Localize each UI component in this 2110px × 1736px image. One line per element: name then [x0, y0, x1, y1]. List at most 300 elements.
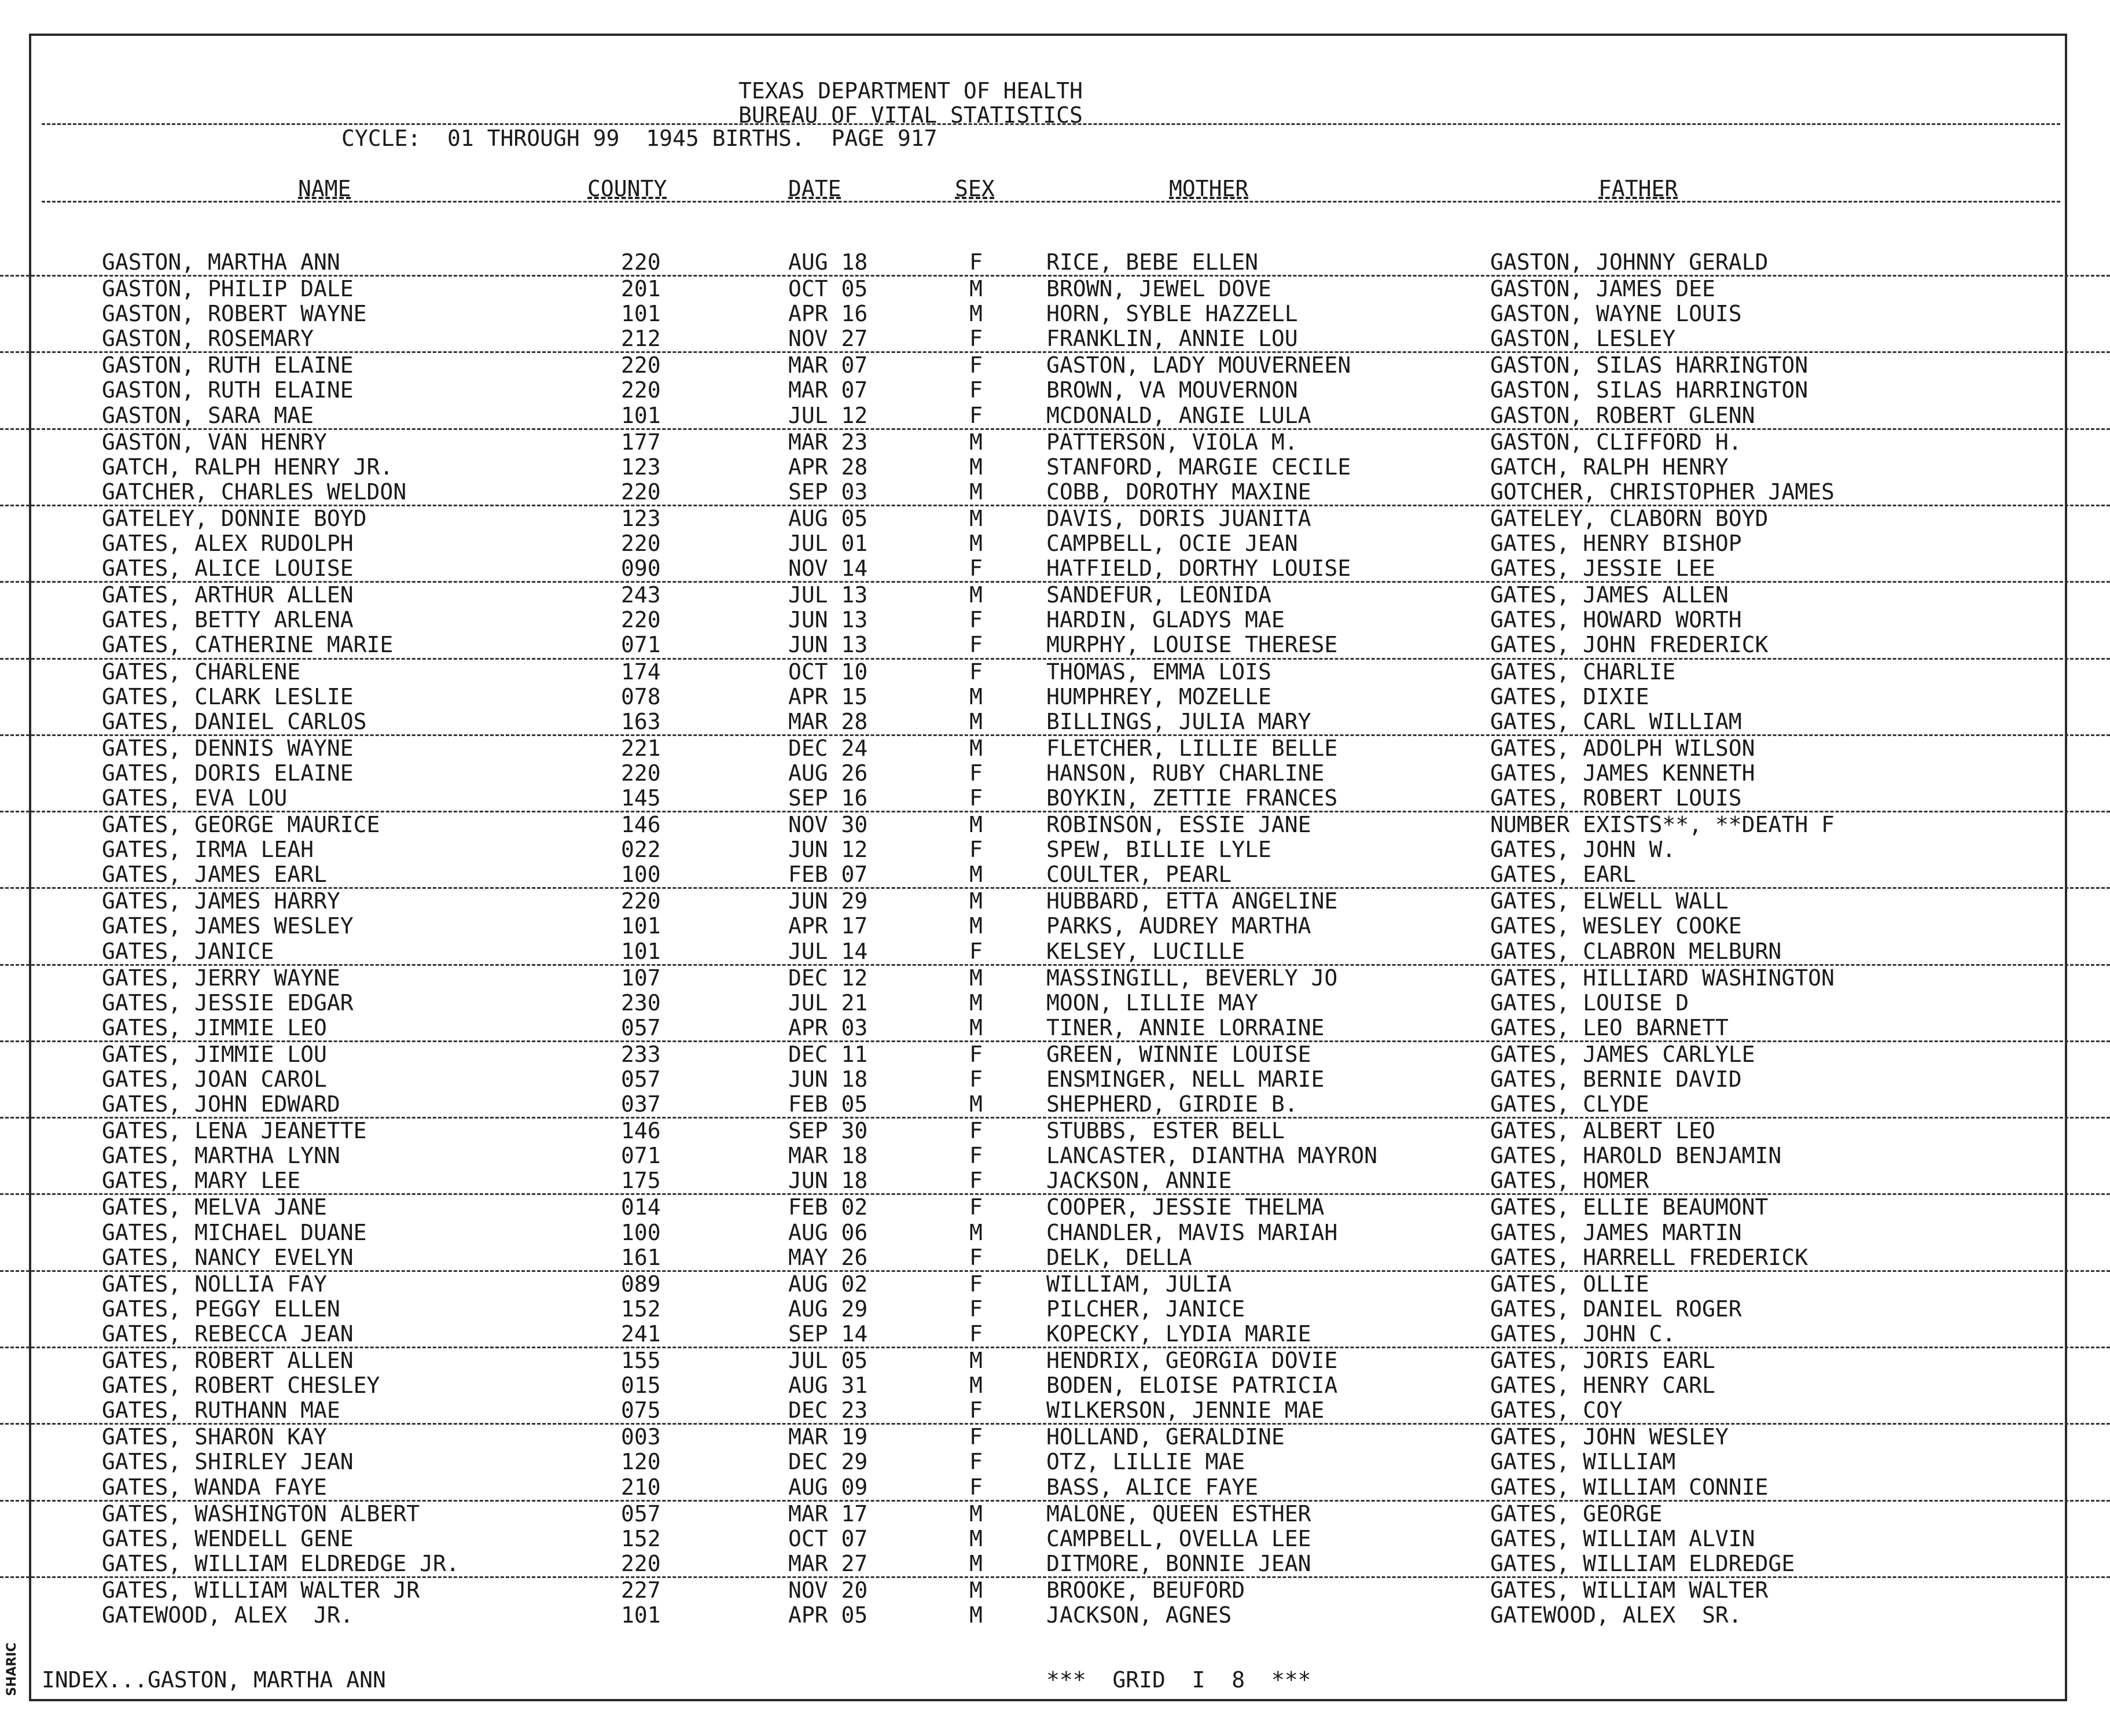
record-date: MAR 19 [788, 1424, 868, 1450]
record-name: GATES, JIMMIE LOU [102, 1041, 327, 1067]
record-name: GASTON, ROSEMARY [102, 326, 314, 352]
record-mother: KOPECKY, LYDIA MARIE [1046, 1321, 1311, 1347]
record-father: GATES, HAROLD BENJAMIN [1490, 1143, 1782, 1169]
record-sex: F [969, 785, 983, 811]
record-father: GATES, ELLIE BEAUMONT [1490, 1194, 1769, 1220]
record-date: AUG 31 [788, 1373, 868, 1399]
record-date: AUG 26 [788, 760, 868, 786]
record-county: 177 [621, 429, 661, 455]
record-mother: MOON, LILLIE MAY [1046, 990, 1259, 1016]
record-county: 174 [621, 659, 661, 685]
record-date: APR 15 [788, 683, 868, 709]
record-sex: F [969, 938, 983, 964]
record-father: GATES, CARL WILLIAM [1490, 708, 1742, 734]
record-county: 152 [621, 1525, 661, 1551]
record-row [0, 786, 2110, 812]
record-father: GATES, HOMER [1490, 1168, 1649, 1194]
record-date: DEC 11 [788, 1041, 868, 1067]
record-mother: DAVIS, DORIS JUANITA [1046, 505, 1311, 531]
record-name: GATES, JAMES WESLEY [102, 913, 354, 939]
record-row [0, 1143, 2110, 1168]
record-name: GATCHER, CHARLES WELDON [102, 479, 407, 505]
record-mother: SPEW, BILLIE LYLE [1046, 837, 1271, 863]
record-county: 145 [621, 785, 661, 811]
record-date: JUL 13 [788, 582, 868, 608]
record-date: MAR 27 [788, 1550, 868, 1576]
record-sex: F [969, 1066, 983, 1092]
record-row [0, 862, 2110, 889]
record-name: GATES, WENDELL GENE [102, 1525, 354, 1551]
record-county: 221 [621, 735, 661, 761]
record-county: 057 [621, 1066, 661, 1092]
record-county: 212 [621, 326, 661, 352]
record-row [0, 966, 2110, 991]
record-county: 089 [621, 1271, 661, 1297]
record-county: 220 [621, 249, 661, 275]
record-mother: TINER, ANNIE LORRAINE [1046, 1014, 1325, 1040]
record-mother: BILLINGS, JULIA MARY [1046, 708, 1311, 734]
record-name: GATES, MARTHA LYNN [102, 1143, 340, 1169]
record-row [0, 991, 2110, 1016]
record-mother: WILLIAM, JULIA [1046, 1271, 1232, 1297]
record-sex: F [969, 837, 983, 863]
record-row [0, 812, 2110, 837]
record-date: SEP 30 [788, 1118, 868, 1144]
record-county: 220 [621, 607, 661, 633]
record-row [0, 556, 2110, 583]
record-father: GATES, BERNIE DAVID [1490, 1066, 1742, 1092]
record-mother: CHANDLER, MAVIS MARIAH [1046, 1219, 1338, 1245]
footer-grid: *** GRID I 8 *** [1046, 1667, 1311, 1693]
record-mother: PILCHER, JANICE [1046, 1296, 1245, 1322]
record-row [0, 430, 2110, 455]
record-date: APR 05 [788, 1602, 868, 1628]
record-sex: M [969, 1373, 983, 1399]
record-name: GATES, NANCY EVELYN [102, 1244, 354, 1270]
record-mother: COBB, DOROTHY MAXINE [1046, 479, 1311, 505]
record-sex: M [969, 454, 983, 480]
record-date: JUL 21 [788, 990, 868, 1016]
record-sex: M [969, 479, 983, 505]
record-mother: HANSON, RUBY CHARLINE [1046, 760, 1325, 786]
record-mother: PATTERSON, VIOLA M. [1046, 429, 1298, 455]
record-county: 146 [621, 812, 661, 838]
record-county: 220 [621, 1550, 661, 1576]
record-name: GATEWOOD, ALEX JR. [102, 1602, 354, 1628]
record-father: GASTON, JAMES DEE [1490, 276, 1715, 302]
record-row [0, 1475, 2110, 1502]
header-bureau: BUREAU OF VITAL STATISTICS [738, 102, 1083, 128]
record-row [0, 914, 2110, 939]
record-county: 201 [621, 276, 661, 302]
record-date: SEP 16 [788, 785, 868, 811]
record-date: JUL 12 [788, 402, 868, 428]
record-row [0, 1322, 2110, 1348]
column-header-father: FATHER [1598, 176, 1678, 201]
record-mother: BROOKE, BEUFORD [1046, 1577, 1245, 1603]
record-row [0, 1016, 2110, 1042]
record-name: GATES, MELVA JANE [102, 1194, 327, 1220]
record-row [0, 403, 2110, 430]
record-name: GATES, JOHN EDWARD [102, 1091, 340, 1117]
record-county: 220 [621, 888, 661, 914]
record-mother: ROBINSON, ESSIE JANE [1046, 812, 1311, 838]
record-row [0, 455, 2110, 480]
record-date: MAR 28 [788, 708, 868, 734]
record-row [0, 1042, 2110, 1067]
side-stamp: SHARIC [5, 1642, 19, 1697]
record-date: OCT 10 [788, 659, 868, 685]
records-list [0, 250, 2110, 1628]
record-father: GATES, HILLIARD WASHINGTON [1490, 965, 1835, 991]
record-date: DEC 23 [788, 1397, 868, 1424]
record-name: GATES, MARY LEE [102, 1168, 301, 1194]
record-father: GATCH, RALPH HENRY [1490, 454, 1729, 480]
record-row [0, 1220, 2110, 1245]
record-father: GATES, LEO BARNETT [1490, 1014, 1729, 1040]
record-name: GATES, NOLLIA FAY [102, 1271, 327, 1297]
record-row [0, 1067, 2110, 1092]
record-row [0, 685, 2110, 709]
record-sex: F [969, 1449, 983, 1475]
record-father: GATES, WESLEY COOKE [1490, 913, 1742, 939]
record-father: GATELEY, CLABORN BOYD [1490, 505, 1769, 531]
record-father: GATES, CLABRON MELBURN [1490, 938, 1782, 964]
record-father: GATES, OLLIE [1490, 1271, 1649, 1297]
record-mother: SHEPHERD, GIRDIE B. [1046, 1091, 1298, 1117]
record-name: GATES, MICHAEL DUANE [102, 1219, 367, 1245]
record-father: GATES, WILLIAM WALTER [1490, 1577, 1769, 1603]
record-row [0, 1195, 2110, 1220]
record-sex: F [969, 1397, 983, 1424]
record-mother: COULTER, PEARL [1046, 862, 1232, 888]
record-date: JUN 18 [788, 1066, 868, 1092]
record-father: GATES, ALBERT LEO [1490, 1118, 1715, 1144]
record-name: GASTON, RUTH ELAINE [102, 377, 354, 403]
record-mother: SANDEFUR, LEONIDA [1046, 582, 1271, 608]
record-row [0, 761, 2110, 786]
record-county: 071 [621, 632, 661, 658]
record-county: 155 [621, 1348, 661, 1374]
record-date: MAR 17 [788, 1500, 868, 1527]
record-mother: BROWN, JEWEL DOVE [1046, 276, 1271, 302]
record-name: GATES, JAMES HARRY [102, 888, 340, 914]
record-father: GATES, ROBERT LOUIS [1490, 785, 1742, 811]
record-father: GATES, JAMES CARLYLE [1490, 1041, 1755, 1067]
record-date: JUL 01 [788, 531, 868, 557]
record-sex: F [969, 1168, 983, 1194]
record-name: GATES, WILLIAM WALTER JR [102, 1577, 420, 1603]
record-name: GATES, IRMA LEAH [102, 837, 314, 863]
record-mother: COOPER, JESSIE THELMA [1046, 1194, 1325, 1220]
record-name: GASTON, PHILIP DALE [102, 276, 354, 302]
record-father: GATES, HENRY BISHOP [1490, 531, 1742, 557]
record-mother: KELSEY, LUCILLE [1046, 938, 1245, 964]
record-name: GATES, WANDA FAYE [102, 1474, 327, 1500]
record-father: NUMBER EXISTS**, **DEATH F [1490, 812, 1835, 838]
record-county: 003 [621, 1424, 661, 1450]
record-name: GASTON, ROBERT WAYNE [102, 301, 367, 327]
record-sex: M [969, 862, 983, 888]
record-county: 230 [621, 990, 661, 1016]
record-sex: F [969, 1321, 983, 1347]
record-sex: M [969, 276, 983, 302]
record-row [0, 709, 2110, 736]
record-mother: PARKS, AUDREY MARTHA [1046, 913, 1311, 939]
record-county: 161 [621, 1244, 661, 1270]
record-father: GASTON, ROBERT GLENN [1490, 402, 1755, 428]
record-row [0, 353, 2110, 378]
record-row [0, 1348, 2110, 1373]
record-date: MAR 07 [788, 377, 868, 403]
header-cycle: CYCLE: 01 THROUGH 99 1945 BIRTHS. PAGE 917 [341, 126, 938, 151]
record-father: GATES, JOHN WESLEY [1490, 1424, 1729, 1450]
record-date: AUG 02 [788, 1271, 868, 1297]
record-sex: F [969, 326, 983, 352]
record-date: JUN 29 [788, 888, 868, 914]
record-county: 175 [621, 1168, 661, 1194]
record-row [0, 837, 2110, 862]
record-county: 227 [621, 1577, 661, 1603]
record-sex: F [969, 1424, 983, 1450]
record-county: 075 [621, 1397, 661, 1424]
record-father: GATES, COY [1490, 1397, 1623, 1424]
record-sex: F [969, 249, 983, 275]
record-date: APR 17 [788, 913, 868, 939]
record-county: 090 [621, 556, 661, 582]
record-name: GATES, ARTHUR ALLEN [102, 582, 354, 608]
record-father: GATEWOOD, ALEX SR. [1490, 1602, 1742, 1628]
record-date: JUL 05 [788, 1348, 868, 1374]
record-father: GASTON, JOHNNY GERALD [1490, 249, 1769, 275]
record-mother: HARDIN, GLADYS MAE [1046, 607, 1285, 633]
record-mother: OTZ, LILLIE MAE [1046, 1449, 1245, 1475]
record-mother: THOMAS, EMMA LOIS [1046, 659, 1271, 685]
record-date: APR 16 [788, 301, 868, 327]
record-date: DEC 24 [788, 735, 868, 761]
record-name: GATES, CATHERINE MARIE [102, 632, 394, 658]
record-row [0, 1092, 2110, 1119]
record-name: GATES, SHIRLEY JEAN [102, 1449, 354, 1475]
record-row [0, 889, 2110, 914]
record-father: GATES, EARL [1490, 862, 1636, 888]
record-sex: F [969, 556, 983, 582]
record-county: 233 [621, 1041, 661, 1067]
record-name: GATES, JERRY WAYNE [102, 965, 340, 991]
record-mother: RICE, BEBE ELLEN [1046, 249, 1259, 275]
record-mother: HENDRIX, GEORGIA DOVIE [1046, 1348, 1338, 1374]
record-father: GATES, HOWARD WORTH [1490, 607, 1742, 633]
record-sex: M [969, 913, 983, 939]
record-row [0, 506, 2110, 531]
record-name: GATES, WASHINGTON ALBERT [102, 1500, 420, 1527]
record-name: GATES, DANIEL CARLOS [102, 708, 367, 734]
record-row [0, 632, 2110, 659]
record-sex: M [969, 505, 983, 531]
record-sex: M [969, 1602, 983, 1628]
record-county: 101 [621, 402, 661, 428]
record-name: GASTON, RUTH ELAINE [102, 352, 354, 378]
record-name: GATES, ALEX RUDOLPH [102, 531, 354, 557]
record-mother: BROWN, VA MOUVERNON [1046, 377, 1298, 403]
record-date: AUG 29 [788, 1296, 868, 1322]
record-row [0, 531, 2110, 556]
record-father: GATES, DIXIE [1490, 683, 1649, 709]
record-father: GATES, WILLIAM ALVIN [1490, 1525, 1755, 1551]
record-date: APR 03 [788, 1014, 868, 1040]
record-sex: F [969, 632, 983, 658]
record-row [0, 250, 2110, 277]
record-name: GATES, JIMMIE LEO [102, 1014, 327, 1040]
record-county: 100 [621, 1219, 661, 1245]
record-father: GATES, GEORGE [1490, 1500, 1663, 1527]
record-mother: HUBBARD, ETTA ANGELINE [1046, 888, 1338, 914]
record-row [0, 1245, 2110, 1272]
record-county: 101 [621, 913, 661, 939]
record-name: GATES, LENA JEANETTE [102, 1118, 367, 1144]
record-mother: STUBBS, ESTER BELL [1046, 1118, 1285, 1144]
record-father: GATES, LOUISE D [1490, 990, 1689, 1016]
record-sex: M [969, 1500, 983, 1527]
record-father: GASTON, CLIFFORD H. [1490, 429, 1742, 455]
record-county: 057 [621, 1500, 661, 1527]
record-county: 014 [621, 1194, 661, 1220]
record-sex: M [969, 708, 983, 734]
record-mother: MURPHY, LOUISE THERESE [1046, 632, 1338, 658]
record-mother: CAMPBELL, OCIE JEAN [1046, 531, 1298, 557]
record-mother: FRANKLIN, ANNIE LOU [1046, 326, 1298, 352]
record-date: NOV 30 [788, 812, 868, 838]
record-sex: M [969, 429, 983, 455]
record-father: GATES, WILLIAM [1490, 1449, 1676, 1475]
record-mother: HOLLAND, GERALDINE [1046, 1424, 1285, 1450]
record-date: MAY 26 [788, 1244, 868, 1270]
record-father: GOTCHER, CHRISTOPHER JAMES [1490, 479, 1835, 505]
record-date: NOV 14 [788, 556, 868, 582]
record-sex: M [969, 735, 983, 761]
record-sex: F [969, 1474, 983, 1500]
record-father: GATES, JOHN FREDERICK [1490, 632, 1769, 658]
record-county: 241 [621, 1321, 661, 1347]
record-row [0, 1425, 2110, 1450]
record-name: GATES, PEGGY ELLEN [102, 1296, 340, 1322]
record-date: NOV 27 [788, 326, 868, 352]
record-county: 123 [621, 505, 661, 531]
record-name: GATES, JAMES EARL [102, 862, 327, 888]
record-date: MAR 23 [788, 429, 868, 455]
record-row [0, 1578, 2110, 1603]
record-date: SEP 14 [788, 1321, 868, 1347]
record-sex: M [969, 301, 983, 327]
record-name: GATES, BETTY ARLENA [102, 607, 354, 633]
record-mother: HORN, SYBLE HAZZELL [1046, 301, 1298, 327]
record-county: 146 [621, 1118, 661, 1144]
record-date: OCT 05 [788, 276, 868, 302]
record-date: AUG 09 [788, 1474, 868, 1500]
record-sex: F [969, 352, 983, 378]
record-father: GATES, ADOLPH WILSON [1490, 735, 1755, 761]
record-row [0, 1168, 2110, 1195]
record-date: AUG 06 [788, 1219, 868, 1245]
record-mother: STANFORD, MARGIE CECILE [1046, 454, 1351, 480]
record-date: FEB 07 [788, 862, 868, 888]
record-sex: M [969, 965, 983, 991]
record-name: GATES, GEORGE MAURICE [102, 812, 380, 838]
record-mother: MCDONALD, ANGIE LULA [1046, 402, 1311, 428]
record-name: GATES, DENNIS WAYNE [102, 735, 354, 761]
record-sex: F [969, 607, 983, 633]
column-header-date: DATE [788, 176, 841, 201]
record-county: 152 [621, 1296, 661, 1322]
record-county: 057 [621, 1014, 661, 1040]
record-sex: M [969, 1091, 983, 1117]
record-father: GATES, CLYDE [1490, 1091, 1649, 1117]
record-mother: BASS, ALICE FAYE [1046, 1474, 1259, 1500]
record-row [0, 1272, 2110, 1297]
record-sex: M [969, 1348, 983, 1374]
record-row [0, 1398, 2110, 1425]
record-sex: M [969, 1014, 983, 1040]
record-father: GATES, JOHN C. [1490, 1321, 1676, 1347]
record-row [0, 1119, 2110, 1143]
record-sex: F [969, 1041, 983, 1067]
record-row [0, 1297, 2110, 1322]
record-mother: JACKSON, AGNES [1046, 1602, 1232, 1628]
record-name: GATES, CHARLENE [102, 659, 301, 685]
record-row [0, 608, 2110, 632]
record-date: DEC 12 [788, 965, 868, 991]
record-sex: F [969, 659, 983, 685]
record-sex: M [969, 888, 983, 914]
record-county: 078 [621, 683, 661, 709]
record-mother: FLETCHER, LILLIE BELLE [1046, 735, 1338, 761]
record-row [0, 1527, 2110, 1551]
record-sex: F [969, 1296, 983, 1322]
record-name: GATES, JESSIE EDGAR [102, 990, 354, 1016]
record-father: GATES, JESSIE LEE [1490, 556, 1715, 582]
column-header-sex: SEX [955, 176, 995, 201]
record-sex: F [969, 1271, 983, 1297]
record-father: GASTON, SILAS HARRINGTON [1490, 352, 1808, 378]
record-county: 101 [621, 938, 661, 964]
record-father: GATES, JORIS EARL [1490, 1348, 1715, 1374]
record-name: GATES, DORIS ELAINE [102, 760, 354, 786]
record-row [0, 736, 2110, 761]
record-county: 220 [621, 377, 661, 403]
record-row [0, 939, 2110, 966]
record-father: GATES, JAMES MARTIN [1490, 1219, 1742, 1245]
record-name: GATES, SHARON KAY [102, 1424, 327, 1450]
record-date: AUG 05 [788, 505, 868, 531]
record-date: FEB 02 [788, 1194, 868, 1220]
record-county: 220 [621, 479, 661, 505]
record-father: GATES, WILLIAM ELDREDGE [1490, 1550, 1795, 1576]
record-mother: BOYKIN, ZETTIE FRANCES [1046, 785, 1338, 811]
record-county: 101 [621, 301, 661, 327]
record-county: 037 [621, 1091, 661, 1117]
footer-index: INDEX...GASTON, MARTHA ANN [42, 1667, 386, 1693]
record-father: GATES, JAMES ALLEN [1490, 582, 1729, 608]
header-rule-top [42, 123, 2060, 125]
record-mother: CAMPBELL, OVELLA LEE [1046, 1525, 1311, 1551]
record-county: 123 [621, 454, 661, 480]
record-row [0, 583, 2110, 608]
record-date: JUN 12 [788, 837, 868, 863]
record-sex: M [969, 990, 983, 1016]
record-name: GATES, ROBERT ALLEN [102, 1348, 354, 1374]
record-father: GATES, CHARLIE [1490, 659, 1676, 685]
record-sex: M [969, 1525, 983, 1551]
